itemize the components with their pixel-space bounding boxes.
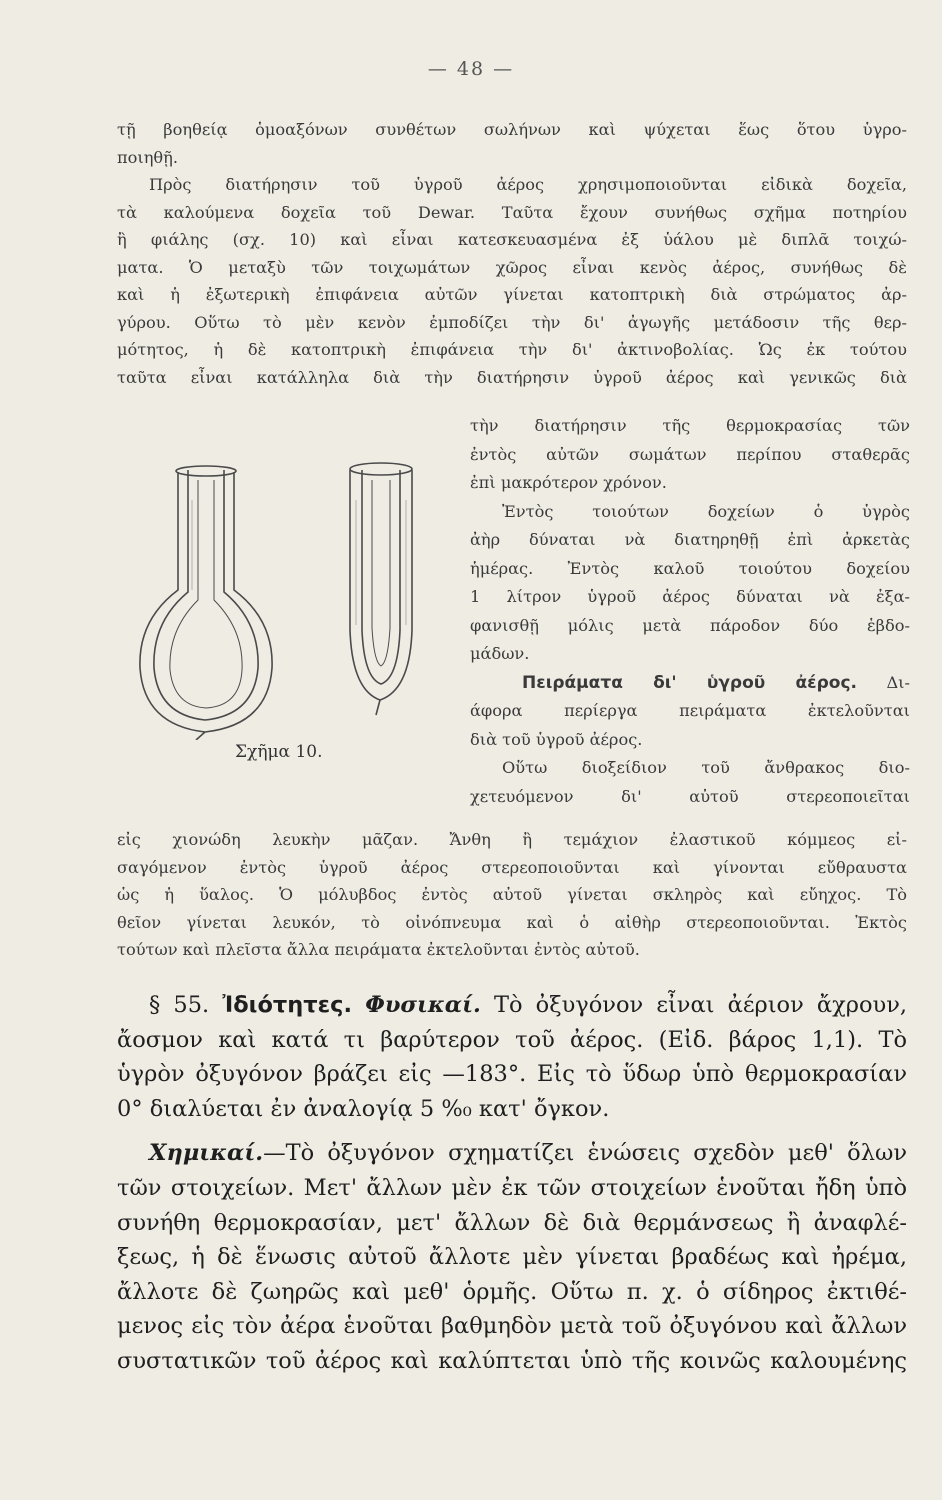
text-fragment: Δι- xyxy=(886,672,910,692)
experiments-heading: Πειράματα δι' ὑγροῦ ἀέρος. xyxy=(522,672,858,693)
text-line: 0° διαλύεται ἐν ἀναλογίᾳ 5 %₀ κατ' ὄγκον. xyxy=(117,1095,610,1122)
figure-caption: Σχῆμα 10. xyxy=(235,742,323,762)
text-line: συνήθη θερμοκρασίαν, μετ' ἄλλων δὲ διὰ θερμάνσεως ἢ ἀναφλέ- xyxy=(117,1209,907,1236)
section-title: Ἰδιότητες. xyxy=(222,992,353,1018)
text-line xyxy=(117,1136,907,1171)
text-line: γύρου. Οὕτω τὸ μὲν κενὸν ἐμποδίζει τὴν δι' ἀγωγῆς μετάδοσιν τῆς θερ- xyxy=(117,312,907,332)
right-column-text xyxy=(470,412,910,811)
section-number: § 55. xyxy=(149,992,210,1018)
text-fragment: Τὸ ὀξυγόνον εἶναι ἀέριον ἄχρουν, xyxy=(493,992,908,1018)
text-line: μότητος, ἡ δὲ κατοπτρικὴ ἐπιφάνεια τὴν δι' ἀκτινοβολίας. Ὡς ἐκ τούτου xyxy=(117,340,907,359)
text-line: ξεως, ἡ δὲ ἕνωσις αὐτοῦ ἄλλοτε μὲν γίνεται βραδέως καὶ ἠρέμα, xyxy=(117,1244,907,1271)
text-line: τὴν διατήρησιν τῆς θερμοκρασίας τῶν xyxy=(470,416,910,435)
text-line: μενος εἰς τὸν ἀέρα ἑνοῦται βαθμηδὸν μετὰ τοῦ ὀξυγόνου καὶ ἄλλων xyxy=(117,1313,907,1340)
dewar-flask-drawing xyxy=(130,440,460,740)
text-line: ὑγρὸν ὀξυγόνον βράζει εἰς —183°. Εἰς τὸ ὕδωρ ὑπὸ θερμοκρασίαν xyxy=(117,1061,907,1088)
dewar-flask-figure xyxy=(130,440,460,740)
text-line: ἄλλοτε δὲ ζωηρῶς καὶ μεθ' ὁρμῆς. Οὕτω π. χ. ὁ σίδηρος ἐκτιθέ- xyxy=(117,1278,907,1305)
text-line: άφορα περίεργα πειράματα ἐκτελοῦνται xyxy=(470,701,910,720)
text-line: χετευόμενον δι' αὐτοῦ στερεοποιεῖται xyxy=(470,786,910,806)
text-line: ὡς ἡ ὕαλος. Ὁ μόλυβδος ἐντὸς αὐτοῦ γίνεται σκληρὸς καὶ εὔηχος. Τὸ xyxy=(117,885,907,904)
text-line: ἢ φιάλης (σχ. 10) καὶ εἶναι κατεσκευασμένα ἐξ ὑάλου μὲ διπλᾶ τοιχώ- xyxy=(117,230,907,249)
text-line: τῇ βοηθείᾳ ὁμοαξόνων συνθέτων σωλήνων καὶ ψύχεται ἕως ὅτου ὑγρο- xyxy=(117,120,907,139)
text-line: φανισθῇ μόλις μετὰ πάροδον δύο ἑβδο- xyxy=(470,615,910,635)
paragraph-intro xyxy=(117,116,907,391)
text-line: ματα. Ὁ μεταξὺ τῶν τοιχωμάτων χῶρος εἶναι κενὸς ἀέρος, συνήθως δὲ xyxy=(117,257,907,277)
text-line: συστατικῶν τοῦ ἀέρος καὶ καλύπτεται ὑπὸ τῆς κοινῶς καλουμένης xyxy=(117,1347,907,1374)
text-line xyxy=(470,669,910,698)
section-subtitle: Φυσικαί. xyxy=(365,992,481,1018)
text-line: Ἐντὸς τοιούτων δοχείων ὁ ὑγρὸς xyxy=(502,501,910,521)
text-line: 1 λίτρον ὑγροῦ ἀέρος δύναται νὰ ἐξα- xyxy=(470,587,910,606)
text-line xyxy=(117,988,907,1023)
page-number: — 48 — xyxy=(427,58,515,80)
text-line: μάδων. xyxy=(470,644,530,663)
text-fragment: —Τὸ ὀξυγόνον σχηματίζει ἑνώσεις σχεδὸν μεθ' ὅλων xyxy=(263,1140,907,1167)
text-line: διὰ τοῦ ὑγροῦ ἀέρος. xyxy=(470,729,643,749)
text-line: Οὕτω διοξείδιον τοῦ ἄνθρακος διο- xyxy=(502,758,910,777)
paragraph-experiments xyxy=(117,826,907,964)
text-line: καὶ ἡ ἐξωτερικὴ ἐπιφάνεια αὐτῶν γίνεται κατοπτρικὴ διὰ στρώματος ἀρ- xyxy=(117,285,907,304)
chemical-heading: Χημικαί. xyxy=(149,1140,264,1167)
text-line: ἡμέρας. Ἐντὸς καλοῦ τοιούτου δοχείου xyxy=(470,558,910,578)
text-line: τῶν στοιχείων. Μετ' ἄλλων μὲν ἐκ τῶν στοιχείων ἑνοῦται ἤδη ὑπὸ xyxy=(117,1174,907,1201)
text-line: τὰ καλούμενα δοχεῖα τοῦ Dewar. Ταῦτα ἔχουν συνήθως σχῆμα ποτηρίου xyxy=(117,202,907,222)
text-line: ἀὴρ δύναται νὰ διατηρηθῇ ἐπὶ ἀρκετὰς xyxy=(470,530,910,549)
text-line: θεῖον γίνεται λευκόν, τὸ οἰνόπνευμα καὶ ὁ αἰθὴρ στερεοποιοῦνται. Ἐκτὸς xyxy=(117,912,907,932)
text-line: σαγόμενον ἐντὸς ὑγροῦ ἀέρος στερεοποιοῦνται καὶ γίνονται εὔθραυστα xyxy=(117,857,907,877)
text-line: τούτων καὶ πλεῖστα ἄλλα πειράματα ἐκτελοῦνται ἐντὸς αὐτοῦ. xyxy=(117,940,640,959)
text-line: εἰς χιονώδη λευκὴν μᾶζαν. Ἄνθη ἢ τεμάχιον ἐλαστικοῦ κόμμεος εἰ- xyxy=(117,830,907,849)
text-line: ταῦτα εἶναι κατάλληλα διὰ τὴν διατήρησιν ὑγροῦ ἀέρος καὶ γενικῶς διὰ xyxy=(117,367,907,387)
text-line: Πρὸς διατήρησιν τοῦ ὑγροῦ ἀέρος χρησιμοποιοῦνται εἰδικὰ δοχεῖα, xyxy=(149,175,907,194)
text-line: ἄοσμον καὶ κατά τι βαρύτερον τοῦ ἀέρος. (Εἰδ. βάρος 1,1). Τὸ xyxy=(117,1026,907,1053)
text-line: ἐντὸς αὐτῶν σωμάτων περίπου σταθερᾶς xyxy=(470,444,910,464)
text-line: ἐπὶ μακρότερον χρόνον. xyxy=(470,473,667,492)
text-line: ποιηθῇ. xyxy=(117,147,179,167)
section-55 xyxy=(117,988,907,1379)
